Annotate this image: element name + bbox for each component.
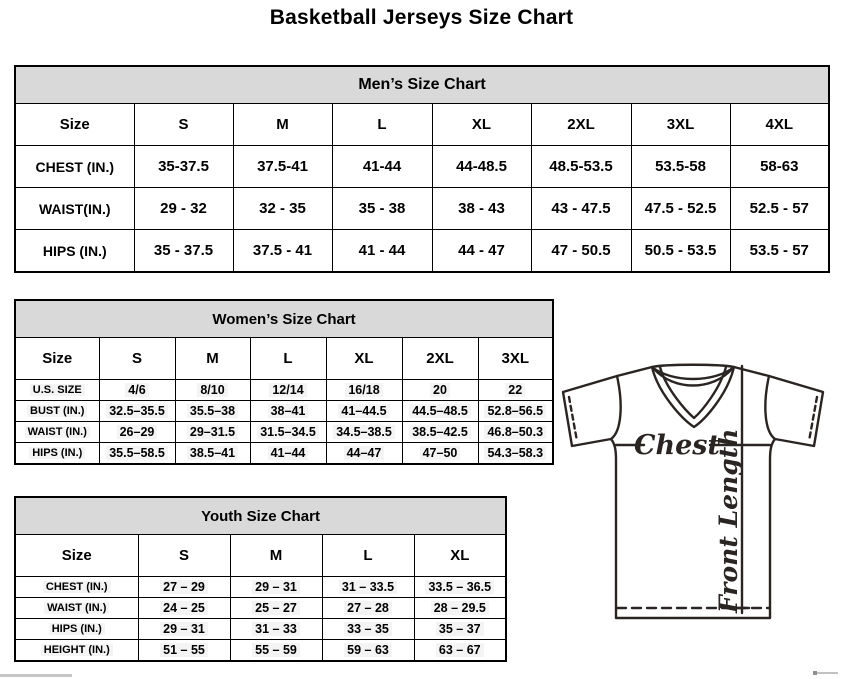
col-header: Size xyxy=(15,535,138,577)
cell: 27 – 29 xyxy=(138,577,230,598)
cell: 38 - 43 xyxy=(432,188,531,230)
womens-header-row xyxy=(15,338,553,380)
col-header: L xyxy=(332,104,432,146)
cell: 55 – 59 xyxy=(230,640,322,662)
table-row xyxy=(15,188,829,230)
cell: 47.5 - 52.5 xyxy=(631,188,730,230)
cell: 53.5-58 xyxy=(631,146,730,188)
col-header: Size xyxy=(15,338,99,380)
row-label: CHEST (IN.) xyxy=(15,146,134,188)
cell: 29 – 31 xyxy=(138,619,230,640)
cell: 4/6 xyxy=(99,380,175,401)
row-label: HIPS (IN.) xyxy=(15,230,134,273)
cell: 29 – 31 xyxy=(230,577,322,598)
cell: 44–47 xyxy=(326,443,402,465)
col-header: 3XL xyxy=(631,104,730,146)
cell: 44.5–48.5 xyxy=(402,401,478,422)
front-length-label: Front Length xyxy=(714,428,743,613)
table-row xyxy=(15,640,506,662)
cell: 32 - 35 xyxy=(233,188,332,230)
row-label: U.S. SIZE xyxy=(15,380,99,401)
row-label: HEIGHT (IN.) xyxy=(15,640,138,662)
womens-table-title: Women’s Size Chart xyxy=(15,300,553,338)
womens-size-table xyxy=(14,299,554,465)
cell: 44-48.5 xyxy=(432,146,531,188)
col-header: S xyxy=(99,338,175,380)
cell: 43 - 47.5 xyxy=(531,188,631,230)
cell: 63 – 67 xyxy=(414,640,506,662)
cell: 38–41 xyxy=(250,401,326,422)
col-header: S xyxy=(134,104,233,146)
cell: 29 - 32 xyxy=(134,188,233,230)
jersey-outline xyxy=(563,365,823,618)
col-header: 3XL xyxy=(478,338,553,380)
col-header: XL xyxy=(326,338,402,380)
cell: 26–29 xyxy=(99,422,175,443)
row-label: CHEST (IN.) xyxy=(15,577,138,598)
cell: 32.5–35.5 xyxy=(99,401,175,422)
table-row xyxy=(15,401,553,422)
cell: 44 - 47 xyxy=(432,230,531,273)
cell: 37.5 - 41 xyxy=(233,230,332,273)
cell: 53.5 - 57 xyxy=(730,230,829,273)
chest-label: Chest xyxy=(634,430,720,461)
cell: 41 - 44 xyxy=(332,230,432,273)
row-label: WAIST (IN.) xyxy=(15,422,99,443)
cell: 38.5–41 xyxy=(175,443,250,465)
table-row xyxy=(15,443,553,465)
cell: 47–50 xyxy=(402,443,478,465)
scrollbar-fragment-left[interactable] xyxy=(0,674,72,677)
mens-table-title: Men’s Size Chart xyxy=(15,66,829,104)
page-title: Basketball Jerseys Size Chart xyxy=(269,6,574,29)
cell: 27 – 28 xyxy=(322,598,414,619)
cell: 35-37.5 xyxy=(134,146,233,188)
col-header: M xyxy=(233,104,332,146)
col-header: 2XL xyxy=(531,104,631,146)
col-header: 2XL xyxy=(402,338,478,380)
col-header: XL xyxy=(432,104,531,146)
cell: 35 – 37 xyxy=(414,619,506,640)
col-header: 4XL xyxy=(730,104,829,146)
cell: 50.5 - 53.5 xyxy=(631,230,730,273)
cell: 37.5-41 xyxy=(233,146,332,188)
table-row xyxy=(15,422,553,443)
cell: 24 – 25 xyxy=(138,598,230,619)
row-label: HIPS (IN.) xyxy=(15,443,99,465)
cell: 41-44 xyxy=(332,146,432,188)
col-header: XL xyxy=(414,535,506,577)
cell: 58-63 xyxy=(730,146,829,188)
row-label: HIPS (IN.) xyxy=(15,619,138,640)
cell: 25 – 27 xyxy=(230,598,322,619)
youth-table-title: Youth Size Chart xyxy=(15,497,506,535)
youth-size-table xyxy=(14,496,507,662)
col-header: Size xyxy=(15,104,134,146)
table-row xyxy=(15,380,553,401)
jersey-measurement-diagram xyxy=(560,361,832,627)
cell: 35 - 38 xyxy=(332,188,432,230)
cell: 8/10 xyxy=(175,380,250,401)
table-row xyxy=(15,146,829,188)
cell: 47 - 50.5 xyxy=(531,230,631,273)
cell: 16/18 xyxy=(326,380,402,401)
table-row xyxy=(15,577,506,598)
cell: 35.5–38 xyxy=(175,401,250,422)
row-label: WAIST (IN.) xyxy=(15,598,138,619)
scrollbar-knob[interactable] xyxy=(813,671,817,675)
col-header: S xyxy=(138,535,230,577)
mens-header-row xyxy=(15,104,829,146)
cell: 20 xyxy=(402,380,478,401)
cell: 31.5–34.5 xyxy=(250,422,326,443)
cell: 28 – 29.5 xyxy=(414,598,506,619)
cell: 35.5–58.5 xyxy=(99,443,175,465)
cell: 41–44.5 xyxy=(326,401,402,422)
cell: 59 – 63 xyxy=(322,640,414,662)
cell: 34.5–38.5 xyxy=(326,422,402,443)
table-row xyxy=(15,230,829,273)
table-row xyxy=(15,598,506,619)
col-header: L xyxy=(322,535,414,577)
cell: 48.5-53.5 xyxy=(531,146,631,188)
cell: 12/14 xyxy=(250,380,326,401)
cell: 51 – 55 xyxy=(138,640,230,662)
cell: 38.5–42.5 xyxy=(402,422,478,443)
youth-header-row xyxy=(15,535,506,577)
row-label: WAIST(IN.) xyxy=(15,188,134,230)
mens-size-table xyxy=(14,65,830,273)
cell: 33 – 35 xyxy=(322,619,414,640)
col-header: L xyxy=(250,338,326,380)
cell: 31 – 33 xyxy=(230,619,322,640)
row-label: BUST (IN.) xyxy=(15,401,99,422)
cell: 31 – 33.5 xyxy=(322,577,414,598)
scrollbar-fragment-right[interactable] xyxy=(816,672,838,674)
table-row xyxy=(15,619,506,640)
cell: 52.8–56.5 xyxy=(478,401,553,422)
cell: 41–44 xyxy=(250,443,326,465)
cell: 46.8–50.3 xyxy=(478,422,553,443)
cell: 22 xyxy=(478,380,553,401)
cell: 33.5 – 36.5 xyxy=(414,577,506,598)
cell: 52.5 - 57 xyxy=(730,188,829,230)
cell: 54.3–58.3 xyxy=(478,443,553,465)
cell: 35 - 37.5 xyxy=(134,230,233,273)
col-header: M xyxy=(175,338,250,380)
col-header: M xyxy=(230,535,322,577)
cell: 29–31.5 xyxy=(175,422,250,443)
